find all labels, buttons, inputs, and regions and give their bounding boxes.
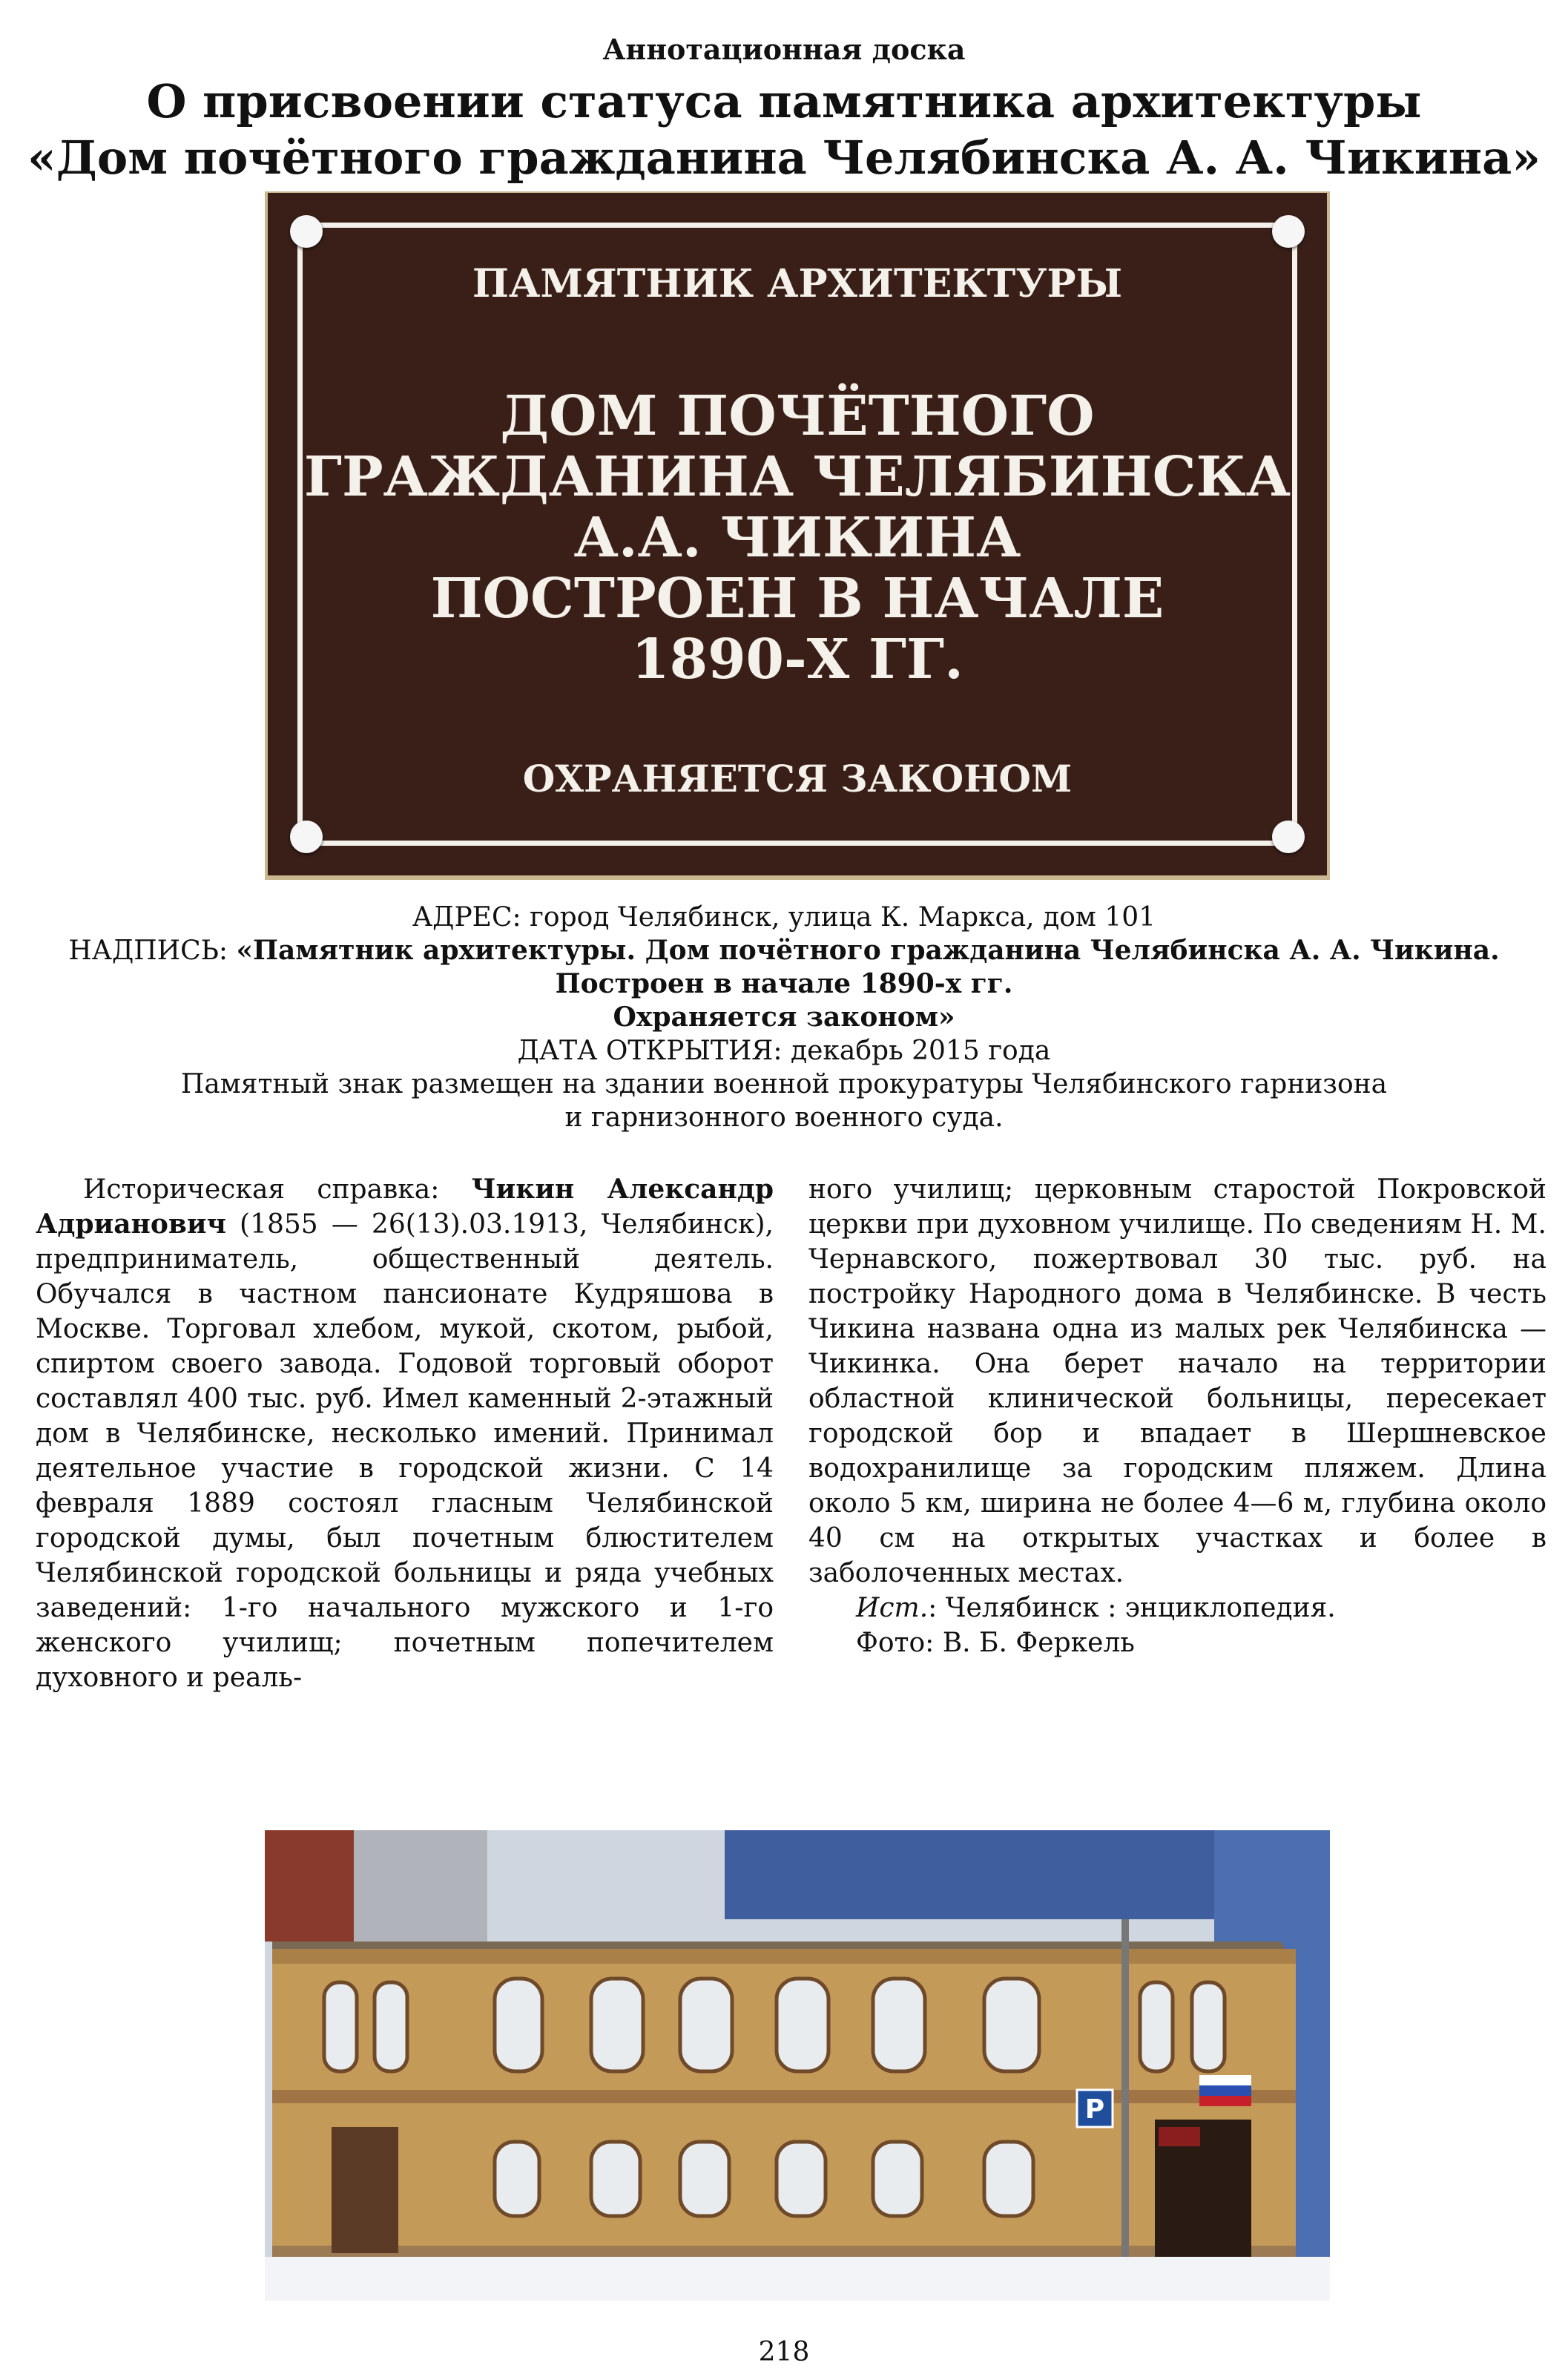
opening-date-caption: ДАТА ОТКРЫТИЯ: декабрь 2015 года (517, 1036, 1051, 1066)
facade-illustration (265, 1830, 1330, 2301)
kicker: Аннотационная доска (602, 33, 966, 66)
plaque-stud-bottom-right (1272, 821, 1305, 853)
address-caption: АДРЕС: город Челябинск, улица К. Маркса, дом 101 (412, 902, 1156, 933)
plaque-stud-bottom-left (290, 821, 323, 853)
page-title-line1: О присвоении статуса памятника архитектуры (146, 74, 1422, 128)
plaque-line: А.А. ЧИКИНА (573, 506, 1021, 570)
page-number: 218 (758, 2337, 810, 2367)
plaque-line: ГРАЖДАНИНА ЧЕЛЯБИНСКА (303, 445, 1291, 509)
plaque-photo (265, 191, 1330, 880)
source-text: : Челябинск : энциклопедия. (928, 1593, 1336, 1623)
inscription-line2: Построен в начале 1890-х гг. (555, 968, 1013, 999)
photo-credit: Фото: В. Б. Феркель (856, 1628, 1135, 1658)
source-label: Ист. (856, 1593, 929, 1623)
article-text-left: (1855 — 26(13).03.1913, Челябинск), предприниматель, общественный деятель. Обучался в частном пансионате Кудряшова в Москве. Торговал хлебом, мукой, скотом, рыбой, спиртом своего завода. Годовой торговый оборот составлял 400 тыс. руб. Имел каменный 2-этажный дом в Челябинске, несколько имений. Принимал деятельное участие в городской жизни. С 14 февраля 1889 состоял гласным Челябинской городской думы, был почетным блюстителем Челябинской городской больницы и ряда учебных заведений: 1-го начального мужского и 1-го женского училищ; почетным попечителем духовного и реаль- (36, 1209, 774, 1693)
location-caption-line2: и гарнизонного военного суда. (564, 1102, 1004, 1133)
plaque-header: ПАМЯТНИК АРХИТЕКТУРЫ (472, 261, 1123, 306)
article-person-name: Чикин Александр Адрианович (36, 1174, 774, 1240)
article-left-column (36, 1172, 774, 1695)
location-caption-line1: Памятный знак размещен на здании военной прокуратуры Челябинского гарнизона (180, 1069, 1388, 1099)
page-title-line2: «Дом почётного гражданина Челябинска А. А. Чикина» (27, 131, 1541, 185)
inscription-caption (0, 934, 1568, 967)
plaque-stud-top-right (1272, 215, 1305, 248)
inscription-line3: Охраняется законом» (613, 1002, 955, 1033)
building-facade-photo (265, 1830, 1330, 2301)
plaque-line: ДОМ ПОЧЁТНОГО (500, 384, 1095, 448)
article-lead: Историческая справка: (83, 1174, 472, 1205)
plaque (268, 193, 1327, 875)
plaque-captions (0, 901, 1568, 1134)
plaque-footer: ОХРАНЯЕТСЯ ЗАКОНОМ (522, 757, 1073, 800)
inscription-line1: «Памятник архитектуры. Дом почётного гражданина Челябинска А. А. Чикина. (236, 935, 1500, 966)
plaque-main-text (268, 386, 1327, 690)
plaque-line: ПОСТРОЕН В НАЧАЛЕ (430, 567, 1165, 631)
plaque-stud-top-left (290, 215, 323, 248)
inscription-label: НАДПИСЬ: (68, 936, 237, 966)
article-right-column (808, 1172, 1546, 1660)
plaque-line: 1890-Х ГГ. (631, 628, 963, 691)
parking-sign: P (1084, 2094, 1105, 2125)
article-text-right: ного училищ; церковным старостой Покровской церкви при духовном училище. По сведениям Н. М. Чернавского, пожертвовал 30 тыс. руб. на постройку Народного дома в Челябинске. В честь Чикина названа одна из малых рек Челябинска — Чикинка. Она берет начало на территории областной клинической больницы, пересекает городской бор и впадает в Шершневское водохранилище за городским пляжем. Длина около 5 км, ширина не более 4—6 м, глубина около 40 см на открытых участках и более в заболоченных местах. (808, 1174, 1546, 1588)
